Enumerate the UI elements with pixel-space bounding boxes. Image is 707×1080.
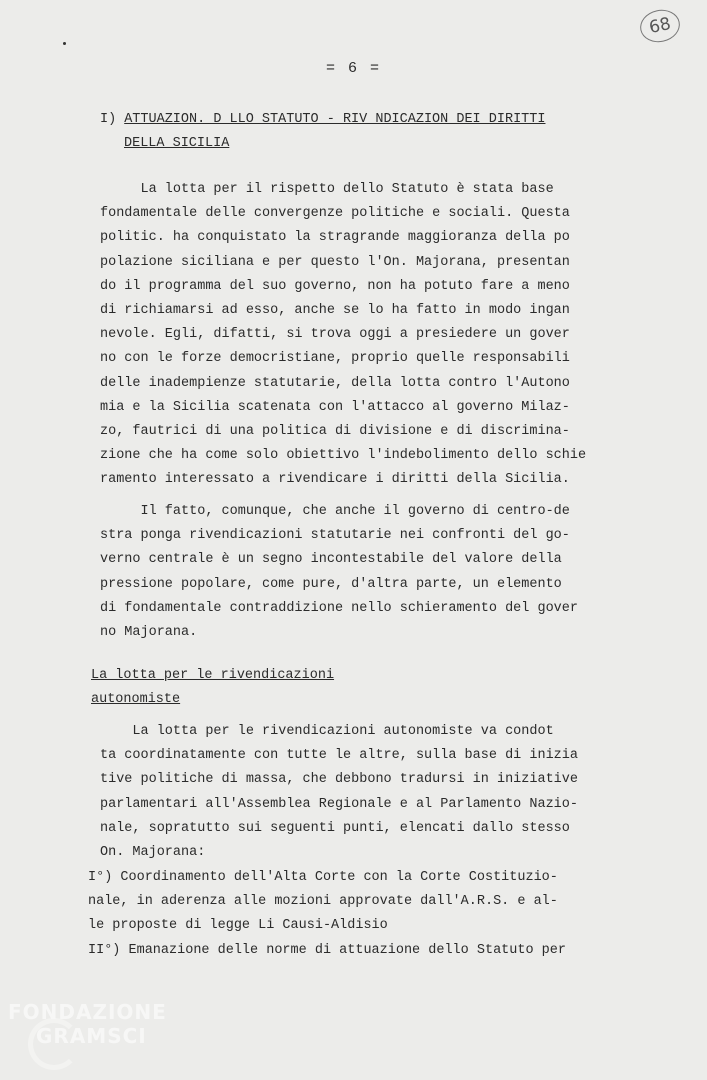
text-line: no con le forze democristiane, proprio quelle responsabili xyxy=(100,351,570,367)
text-line: nevole. Egli, difatti, si trova oggi a presiedere un gover xyxy=(100,327,570,343)
list-items xyxy=(88,866,608,963)
text-line: fondamentale delle convergenze politiche e sociali. Questa xyxy=(100,206,570,222)
text-line: no Majorana. xyxy=(100,625,198,641)
text-line: parlamentari all'Assemblea Regionale e al Parlamento Nazio- xyxy=(100,796,578,812)
watermark-logo xyxy=(8,1000,188,1060)
section-title-line-2: DELLA SICILIA xyxy=(124,136,230,151)
text-line: politic. ha conquistato la stragrande maggioranza della po xyxy=(100,230,570,246)
text-line: zo, fautrici di una politica di divisione e di discrimina- xyxy=(100,424,570,440)
subheading xyxy=(91,664,334,712)
section-number: I) xyxy=(100,112,117,127)
watermark-line-2: GRAMSCI xyxy=(36,1024,147,1048)
text-line: ta coordinatamente con tutte le altre, sulla base di inizia xyxy=(100,748,578,764)
text-line: stra ponga rivendicazioni statutarie nei confronti del go- xyxy=(100,528,570,544)
archive-page-stamp: 68 xyxy=(637,6,683,46)
text-line: ramento interessato a rivendicare i diritti della Sicilia. xyxy=(100,472,570,488)
text-line: pressione popolare, come pure, d'altra parte, un elemento xyxy=(100,576,562,592)
subheading-line-2: autonomiste xyxy=(91,692,181,707)
list-item: I°) Coordinamento dell'Alta Corte con la Corte Costituzio- xyxy=(88,870,558,885)
list-item: II°) Emanazione delle norme di attuazione dello Statuto per xyxy=(88,942,566,958)
text-line: delle inadempienze statutarie, della lotta contro l'Autono xyxy=(100,375,570,391)
text-line: zione che ha come solo obiettivo l'indebolimento dello schie xyxy=(100,448,587,464)
list-item: nale, in aderenza alle mozioni approvate dall'A.R.S. e al- xyxy=(88,894,558,910)
page-number: = 6 = xyxy=(325,60,381,77)
text-line: On. Majorana: xyxy=(100,845,206,861)
text-line: Il fatto, comunque, che anche il governo di centro-de xyxy=(100,504,570,519)
text-line: verno centrale è un segno incontestabile del valore della xyxy=(100,552,562,568)
section-title-line-1: ATTUAZION. D LLO STATUTO - RIV NDICAZION DEI DIRITTI xyxy=(124,112,546,127)
paragraph-2 xyxy=(100,500,600,645)
watermark-line-1: FONDAZIONE xyxy=(8,1000,167,1024)
section-title xyxy=(100,108,545,156)
text-line: tive politiche di massa, che debbono tradursi in iniziative xyxy=(100,772,578,788)
text-line: La lotta per il rispetto dello Statuto è stata base xyxy=(100,182,554,197)
text-line: do il programma del suo governo, non ha potuto fare a meno xyxy=(100,278,570,294)
paragraph-1 xyxy=(100,178,600,493)
text-line: di richiamarsi ad esso, anche se lo ha fatto in modo ingan xyxy=(100,303,570,319)
subheading-line-1: La lotta per le rivendicazioni xyxy=(91,668,335,683)
list-item: le proposte di legge Li Causi-Aldisio xyxy=(88,918,388,934)
paragraph-3 xyxy=(100,720,600,865)
text-line: mia e la Sicilia scatenata con l'attacco al governo Milaz- xyxy=(100,399,570,415)
text-line: La lotta per le rivendicazioni autonomiste va condot xyxy=(100,724,554,739)
ink-dot xyxy=(63,42,66,45)
text-line: nale, sopratutto sui seguenti punti, elencati dallo stesso xyxy=(100,820,570,836)
text-line: di fondamentale contraddizione nello schieramento del gover xyxy=(100,600,578,616)
text-line: polazione siciliana e per questo l'On. Majorana, presentan xyxy=(100,254,570,270)
